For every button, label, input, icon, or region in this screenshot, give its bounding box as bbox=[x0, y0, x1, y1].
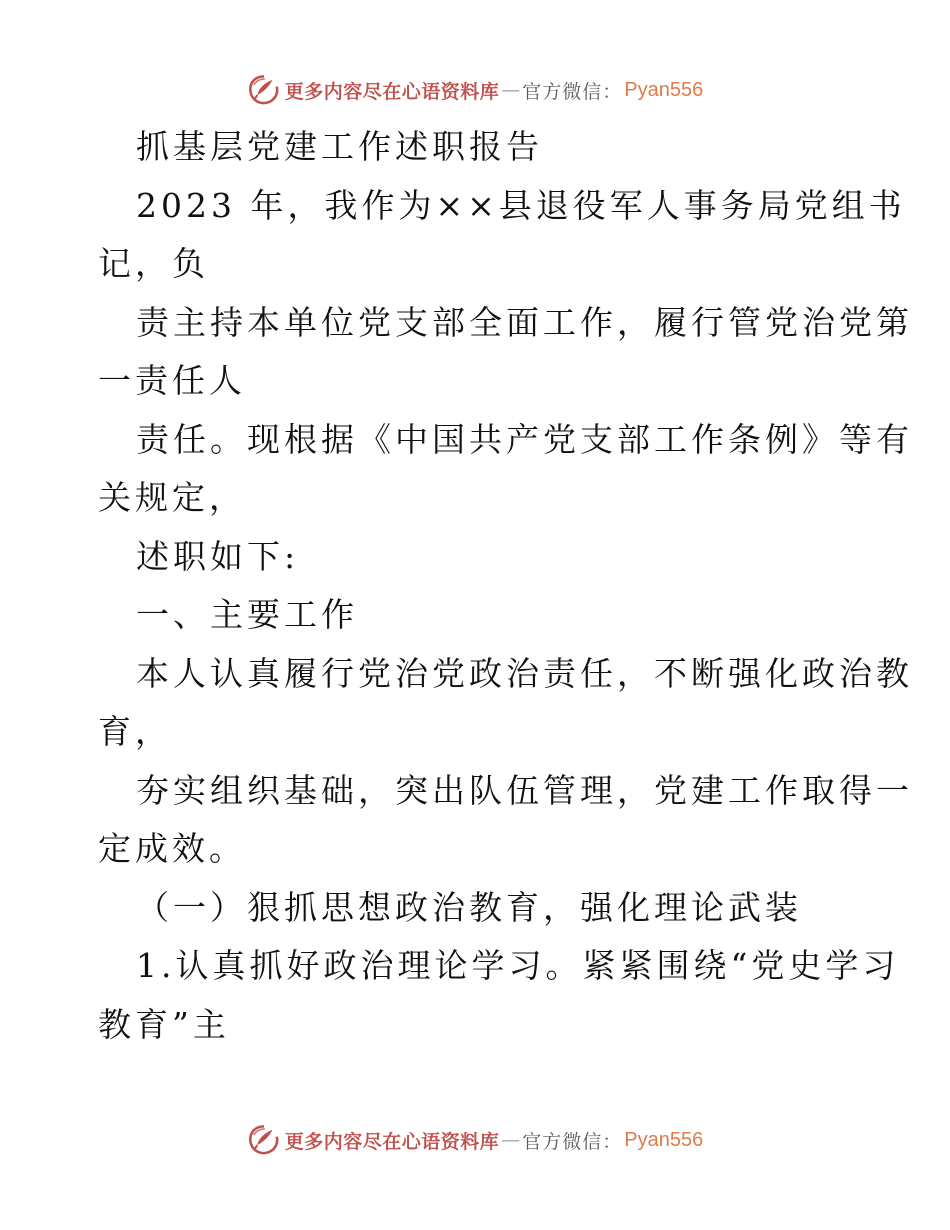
watermark-text: 更多内容尽在心语资料库 bbox=[284, 80, 500, 103]
doc-line: 教育”主 bbox=[98, 1004, 230, 1044]
document-body bbox=[98, 118, 913, 1054]
pen-swirl-logo-icon bbox=[247, 1123, 281, 1157]
doc-line: 述职如下: bbox=[136, 536, 300, 576]
doc-line: 夯实组织基础，突出队伍管理，党建工作取得一 bbox=[136, 770, 913, 810]
watermark-label: 官方微信： bbox=[522, 80, 623, 103]
watermark-separator: — bbox=[501, 79, 521, 101]
section-heading: 一、主要工作 bbox=[136, 595, 358, 634]
pen-swirl-logo-icon bbox=[247, 73, 281, 107]
doc-line: 1.认真抓好政治理论学习。紧紧围绕“党史学习 bbox=[136, 946, 900, 985]
doc-line: 本人认真履行党治党政治责任，不断强化政治教 bbox=[136, 653, 913, 693]
watermark-header bbox=[0, 70, 950, 110]
doc-title: 抓基层党建工作述职报告 bbox=[136, 127, 543, 166]
watermark-label: 官方微信： bbox=[522, 1130, 623, 1153]
watermark-text: 更多内容尽在心语资料库 bbox=[284, 1130, 500, 1153]
doc-line: 一责任人 bbox=[98, 361, 246, 400]
subsection-heading: （一）狠抓思想政治教育，强化理论武装 bbox=[136, 887, 802, 927]
doc-line: 关规定， bbox=[98, 478, 246, 517]
watermark-wechat-id: Pyan556 bbox=[624, 1128, 704, 1151]
doc-line: 责任。现根据《中国共产党支部工作条例》等有 bbox=[136, 419, 913, 459]
doc-line: 记，负 bbox=[98, 244, 209, 283]
doc-line: 育， bbox=[98, 712, 172, 751]
doc-line: 责主持本单位党支部全面工作，履行管党治党第 bbox=[136, 302, 913, 342]
doc-line: 定成效。 bbox=[98, 829, 246, 868]
watermark-wechat-id: Pyan556 bbox=[624, 78, 704, 101]
doc-line: 2023 年，我作为××县退役军人事务局党组书 bbox=[136, 185, 906, 225]
watermark-separator: — bbox=[501, 1129, 521, 1151]
watermark-footer bbox=[0, 1120, 950, 1160]
